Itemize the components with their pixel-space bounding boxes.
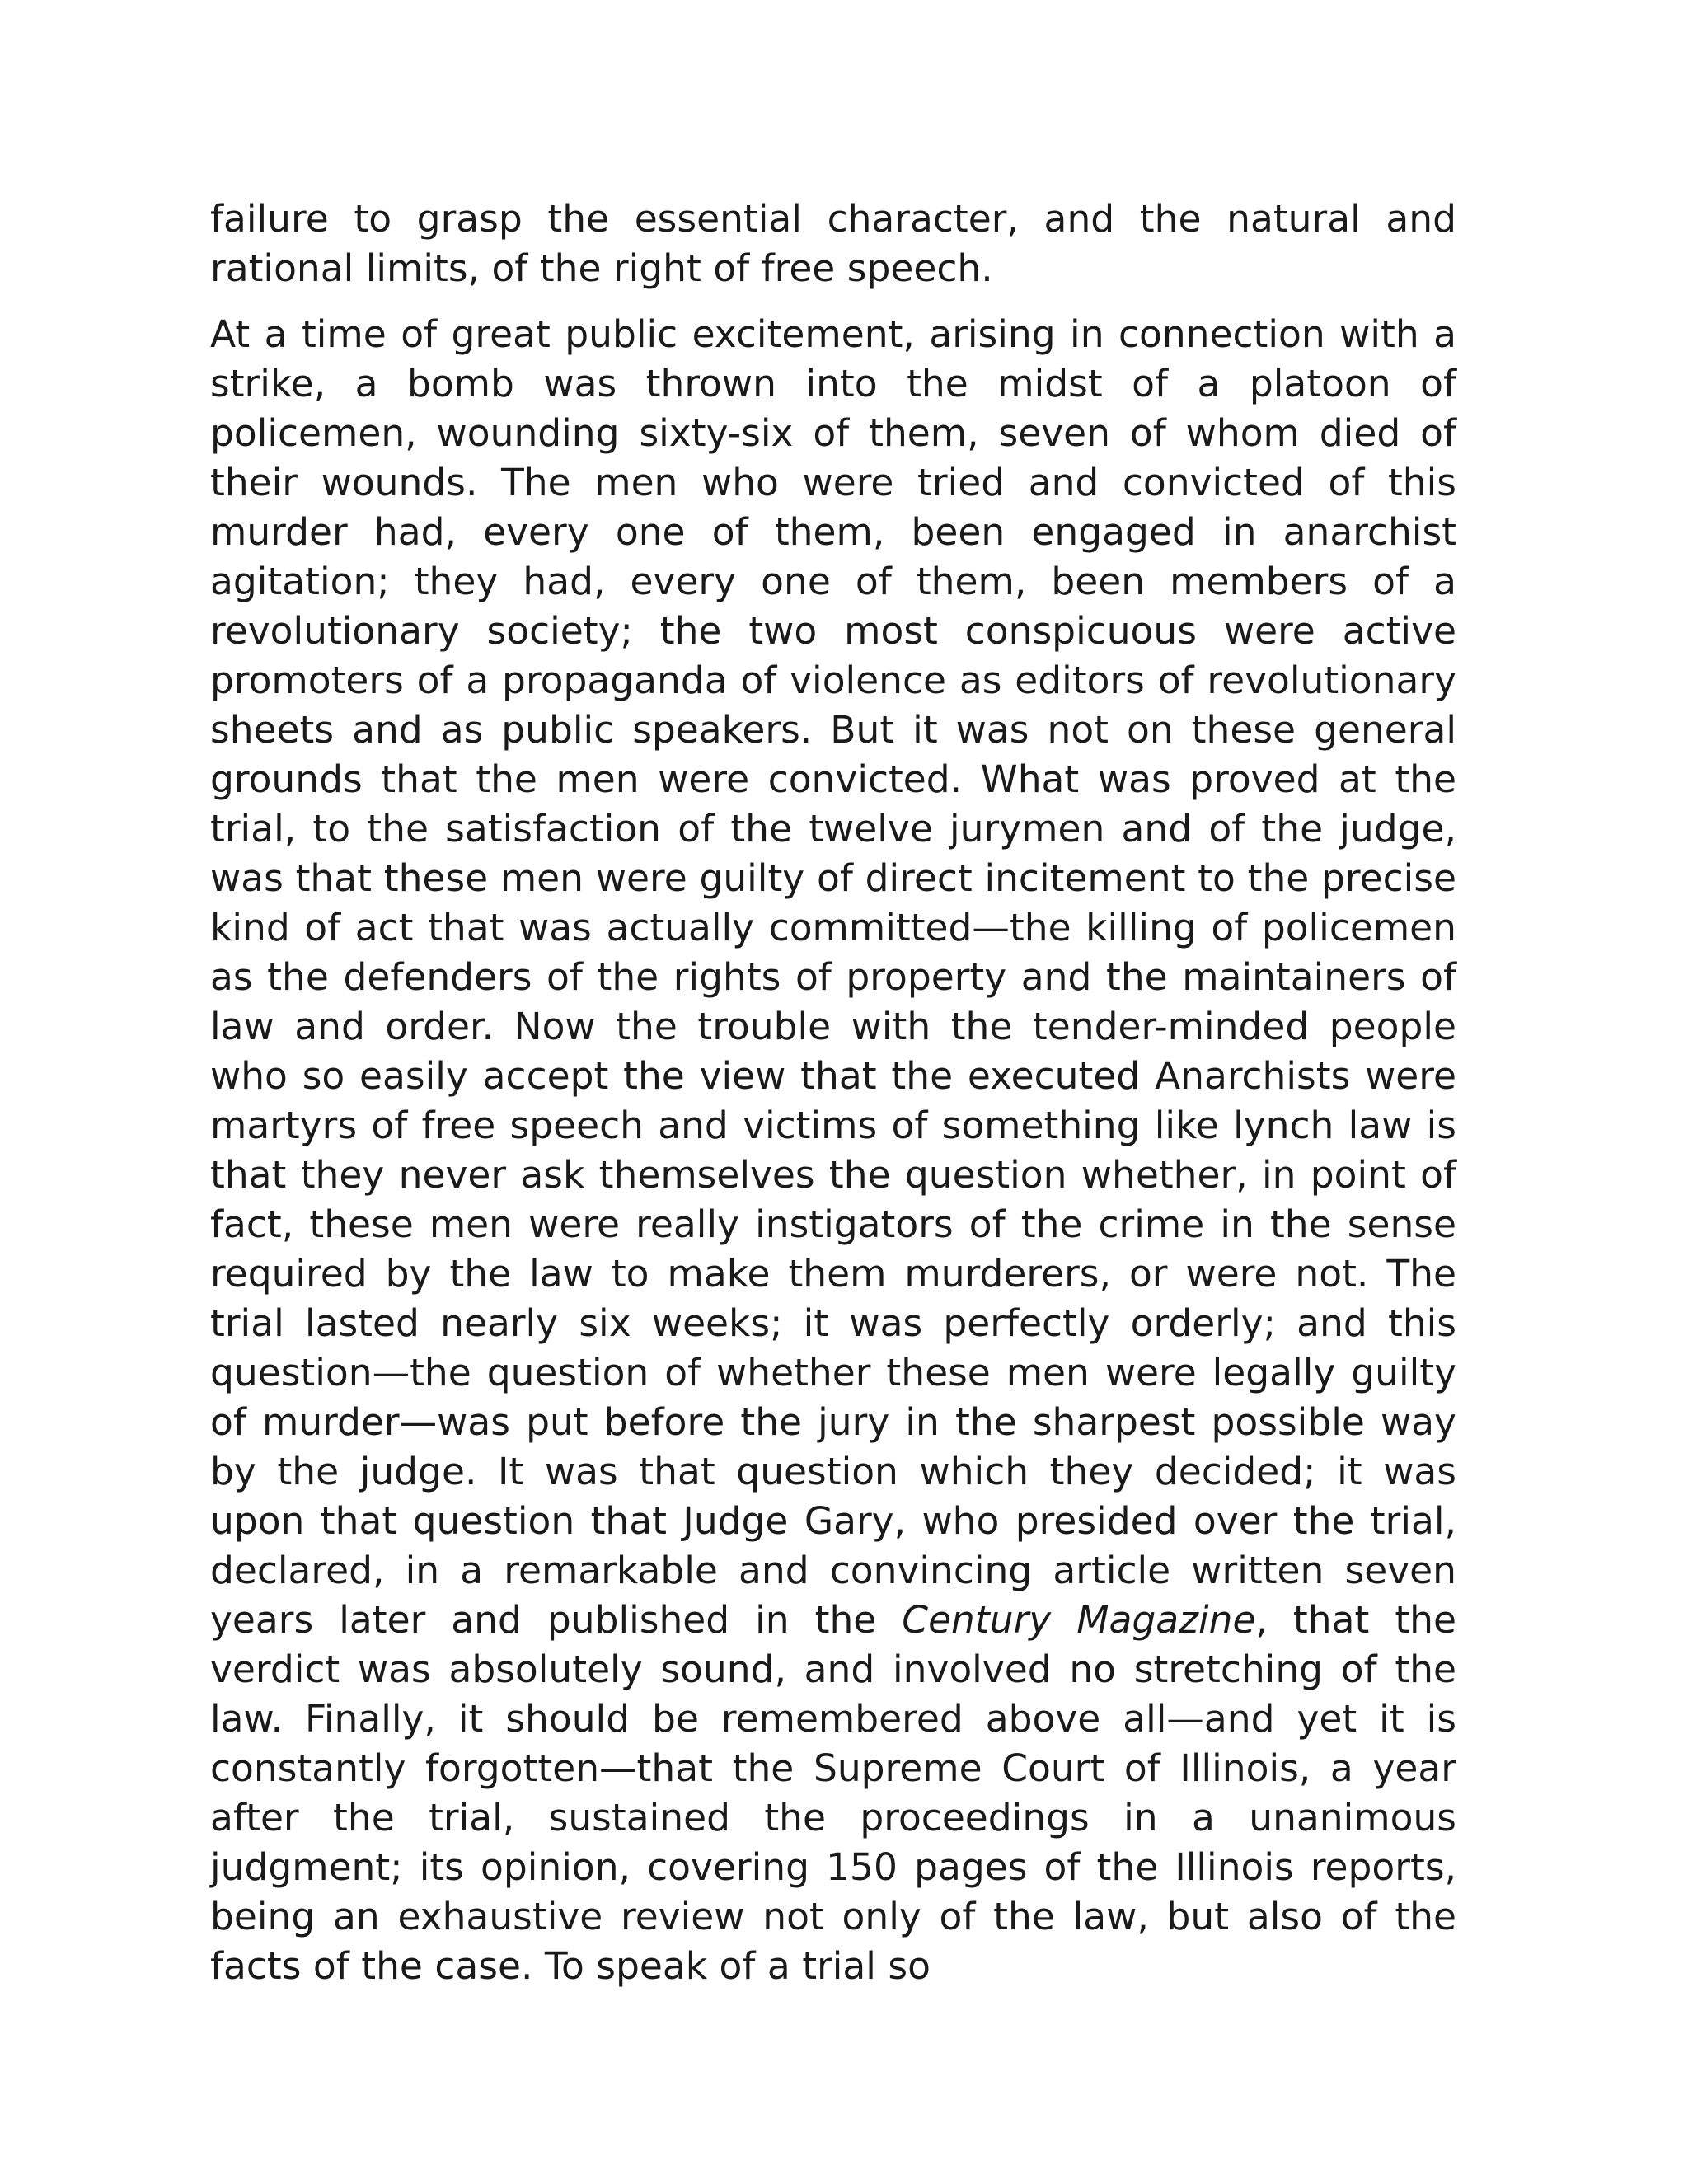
paragraph-1 <box>210 194 1456 293</box>
magazine-title: Century Magazine <box>902 1598 1256 1642</box>
paragraph-2-text-start: At a time of great public excitement, arising in connection with a strike, a bomb was thrown into the midst of a platoon of policemen, wounding sixty-six of them, seven of whom died of their wounds. The men who were tried and convicted of this murder had, every one of them, been engaged in anarchist agitation; they had, every one of them, been members of a revolutionary society; the two most conspicuous were active promoters of a propaganda of violence as editors of revolutionary sheets and as public speakers. But it was not on these general grounds that the men were convicted. What was proved at the trial, to the satisfaction of the twelve jurymen and of the judge, was that these men were guilty of direct incitement to the precise kind of act that was actually committed—the killing of policemen as the defenders of the rights of property and the maintainers of law and order. Now the trouble with the tender-minded people who so easily accept the view that the executed Anarchists were martyrs of free speech and victims of something like lynch law is that they never ask themselves the question whether, in point of fact, these men were really instigators of the crime in the sense required by the law to make them murderers, or were not. The trial lasted nearly six weeks; it was perfectly orderly; and this question—the question of whether these men were legally guilty of murder—was put before the jury in the sharpest possible way by the judge. It was that question which they decided; it was upon that question that Judge Gary, who presided over the trial, declared, in a remarkable and convincing article written seven years later and published in the <box>210 312 1456 1642</box>
paragraph-1-text: failure to grasp the essential character, and the natural and rational limits, of the right of free speech. <box>210 197 1456 290</box>
document-page <box>210 194 1456 2008</box>
paragraph-2-text-end: , that the verdict was absolutely sound, and involved no stretching of the law. Finally, it should be remembered above all—and yet it is constantly forgotten—that the Supreme Court of Illinois, a year after the trial, sustained the proceedings in a unanimous judgment; its opinion, covering 150 pages of the Illinois reports, being an exhaustive review not only of the law, but also of the facts of the case. To speak of a trial so <box>210 1598 1456 1988</box>
paragraph-2 <box>210 310 1456 1991</box>
